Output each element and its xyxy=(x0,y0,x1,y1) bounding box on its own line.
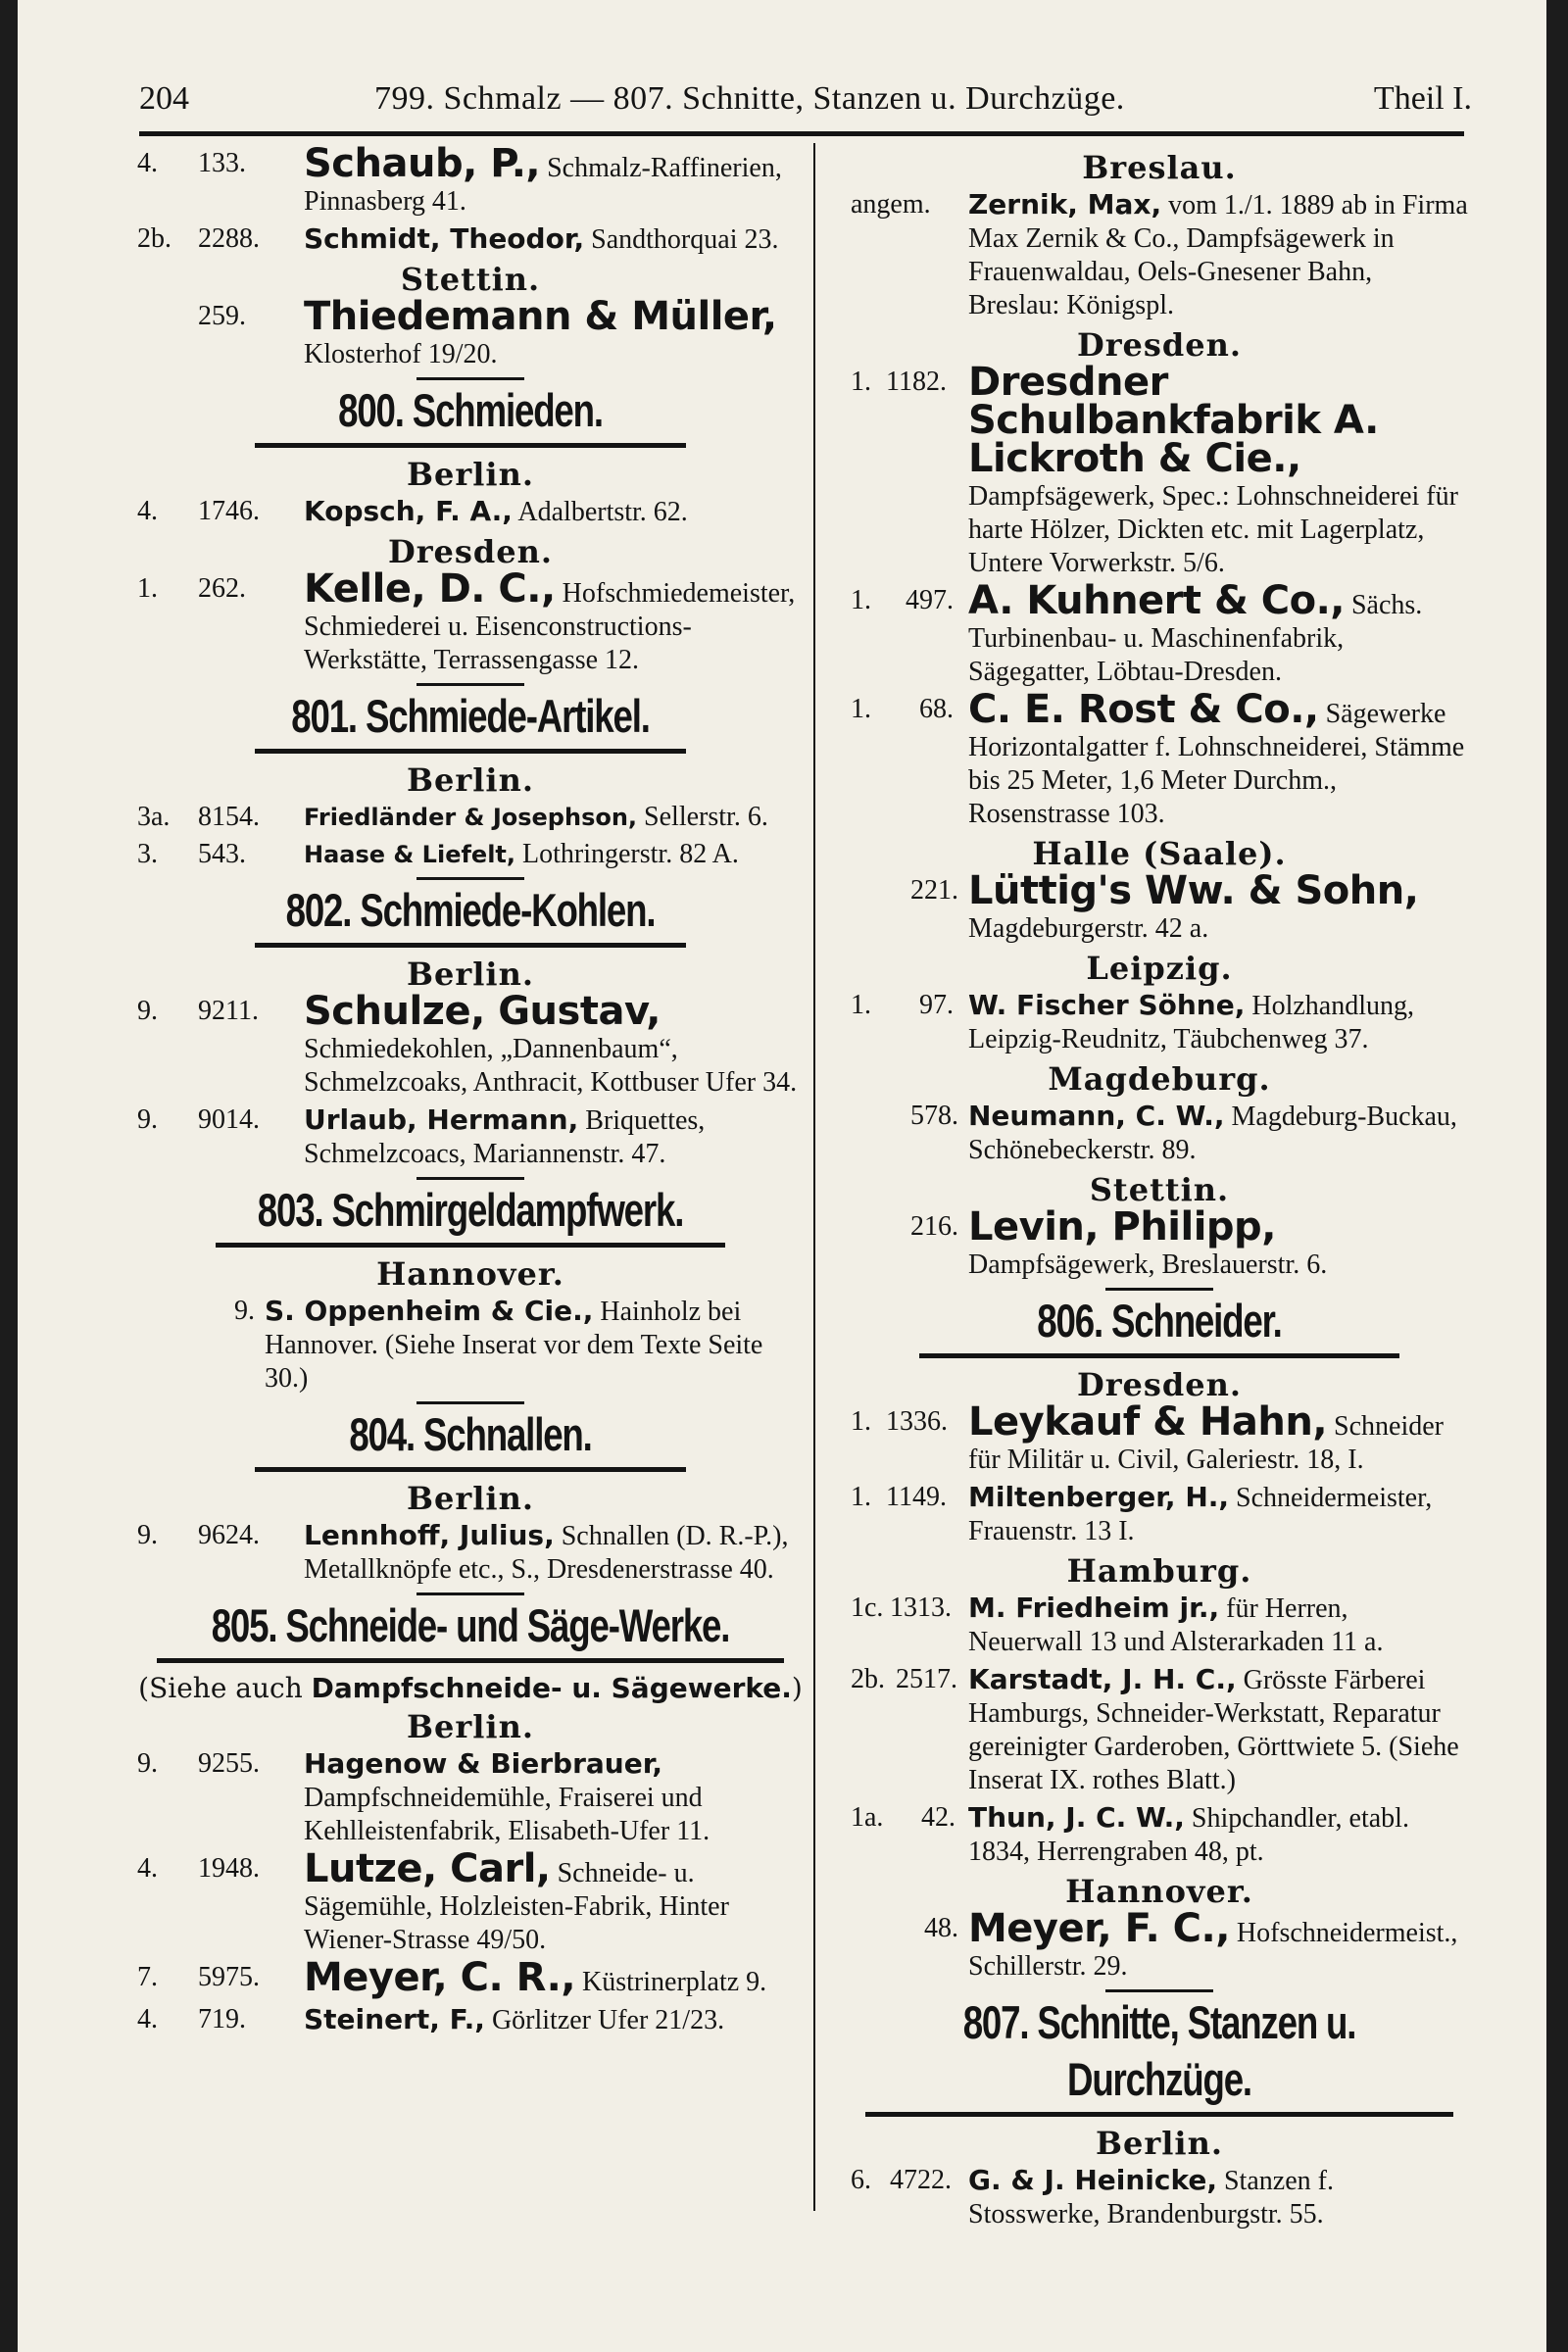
entry-class: 1c. xyxy=(851,1592,884,1623)
section-heading xyxy=(137,1177,804,1248)
entry-class: 1. xyxy=(137,573,158,604)
listing-entry xyxy=(137,566,804,677)
listing-entry xyxy=(137,141,804,219)
entry-class: 9. xyxy=(137,996,158,1026)
left-column xyxy=(137,141,804,2041)
section-title: 807. Schnitte, Stanzen u. Durchzüge. xyxy=(962,1996,1356,2105)
column-divider xyxy=(813,143,815,2211)
entry-name: Friedländer & Josephson, xyxy=(304,804,638,831)
listing-entry xyxy=(851,1204,1468,1282)
entry-name: Meyer, C. R., xyxy=(304,1955,576,2000)
listing-entry xyxy=(851,2164,1468,2231)
entry-details: Adalbertstr. 62. xyxy=(512,497,688,527)
listing-entry xyxy=(851,1100,1468,1167)
entry-number: 8154. xyxy=(198,802,260,832)
entry-class: 1. xyxy=(851,585,871,615)
entry-name: Dresdner Schulbankfabrik A. Lickroth & Cie., xyxy=(968,360,1379,481)
entry-name: Schaub, P., xyxy=(304,141,541,186)
entry-details: Küstrinerplatz 9. xyxy=(575,1967,767,1997)
section-title: 803. Schmirgeldampfwerk. xyxy=(257,1184,684,1236)
entry-name: Leykauf & Hahn, xyxy=(968,1399,1328,1445)
section-title: 802. Schmiede-Kohlen. xyxy=(285,884,656,936)
listing-entry xyxy=(851,1399,1468,1477)
entry-class: 4. xyxy=(137,2004,158,2034)
entry-details: Sägewerke Horizontalgatter f. Lohnschneiderei, Stämme bis 25 Meter, 1,6 Meter Durchm., Rosenstrasse 103. xyxy=(968,699,1465,829)
listing-entry xyxy=(851,1906,1468,1984)
listing-entry xyxy=(137,838,804,871)
city-heading: Breslau. xyxy=(1082,149,1237,186)
entry-class: 9. xyxy=(137,1104,158,1135)
entry-name: Levin, Philipp, xyxy=(968,1204,1276,1250)
entry-class: 2b. xyxy=(851,1664,885,1694)
section-rule xyxy=(157,1658,784,1663)
listing-entry xyxy=(137,1846,804,1957)
directory-page xyxy=(18,0,1546,2352)
city-heading: Stettin. xyxy=(1089,1171,1230,1208)
cross-reference-link: Dampfschneide- u. Sägewerke. xyxy=(311,1672,792,1704)
entry-details: Hainholz bei Hannover. (Siehe Inserat vor dem Texte Seite 30.) xyxy=(265,1297,763,1394)
section-rule xyxy=(865,2112,1453,2117)
entry-number: 1182. xyxy=(886,367,947,397)
entry-class: 7. xyxy=(137,1962,158,1992)
city-heading: Hannover. xyxy=(376,1255,564,1293)
section-rule xyxy=(255,443,686,448)
entry-number: 497. xyxy=(906,585,954,615)
city-heading: Leipzig. xyxy=(1086,950,1233,987)
section-title: 805. Schneide- und Säge-Werke. xyxy=(211,1599,730,1651)
entry-number: 133. xyxy=(198,148,246,178)
entry-class: 9. xyxy=(137,1520,158,1550)
page-number: 204 xyxy=(139,80,189,117)
entry-name: Lennhoff, Julius, xyxy=(304,1519,555,1551)
entry-details: Klosterhof 19/20. xyxy=(304,339,498,369)
entry-number: 262. xyxy=(198,573,246,604)
city-heading: Dresden. xyxy=(1076,326,1243,364)
section-heading xyxy=(137,1401,804,1472)
entry-number: 9. xyxy=(234,1296,255,1326)
entry-name: Kelle, D. C., xyxy=(304,566,556,612)
listing-entry xyxy=(851,578,1468,689)
entry-name: Karstadt, J. H. C., xyxy=(968,1663,1237,1695)
entry-details: Schnallen (D. R.-P.), Metallknöpfe etc., S., Dresdenerstrasse 40. xyxy=(304,1521,789,1585)
entry-name: A. Kuhnert & Co., xyxy=(968,578,1345,623)
running-title: 799. Schmalz — 807. Schnitte, Stanzen u. Durchzüge. xyxy=(374,80,1125,117)
section-rule xyxy=(216,1243,725,1248)
entry-details: Dampfsägewerk, Breslauerstr. 6. xyxy=(968,1250,1328,1280)
entry-details: Hofschneidermeist., Schillerstr. 29. xyxy=(968,1918,1458,1982)
listing-entry xyxy=(137,1747,804,1848)
entry-class: 1a. xyxy=(851,1802,884,1833)
city-heading: Berlin. xyxy=(407,761,534,799)
entry-class: angem. xyxy=(851,189,931,220)
header-rule xyxy=(139,131,1464,136)
section-rule xyxy=(255,943,686,948)
entry-details: Holzhandlung, Leipzig-Reudnitz, Täubchenweg 37. xyxy=(968,991,1414,1054)
entry-class: 4. xyxy=(137,1853,158,1884)
city-heading: Berlin. xyxy=(407,1708,534,1745)
entry-name: W. Fischer Söhne, xyxy=(968,989,1246,1021)
city-heading: Berlin. xyxy=(407,956,534,993)
entry-number: 719. xyxy=(198,2004,246,2034)
listing-entry xyxy=(851,1663,1468,1797)
section-heading xyxy=(137,683,804,754)
city-heading: Hannover. xyxy=(1065,1873,1253,1910)
listing-entry xyxy=(851,360,1468,580)
listing-entry xyxy=(137,294,804,371)
entry-number: 42. xyxy=(921,1802,956,1833)
listing-entry xyxy=(851,1801,1468,1869)
entry-details: Lothringerstr. 82 A. xyxy=(515,839,739,869)
entry-details: Dampfsägewerk, Spec.: Lohnschneiderei für harte Hölzer, Dickten etc. mit Lagerplatz, Untere Vorwerkstr. 5/6. xyxy=(968,481,1458,578)
entry-details: Sächs. Turbinenbau- u. Maschinenfabrik, Sägegatter, Löbtau-Dresden. xyxy=(968,590,1423,687)
section-title: 800. Schmieden. xyxy=(338,384,603,436)
entry-class: 6. xyxy=(851,2165,871,2195)
entry-name: Lüttig's Ww. & Sohn, xyxy=(968,868,1419,913)
entry-number: 5975. xyxy=(198,1962,260,1992)
entry-name: M. Friedheim jr., xyxy=(968,1592,1220,1624)
entry-details: Shipchandler, etabl. 1834, Herrengraben 48, pt. xyxy=(968,1803,1409,1867)
entry-number: 9624. xyxy=(198,1520,260,1550)
entry-class: 2b. xyxy=(137,223,172,254)
part-label: Theil I. xyxy=(1373,80,1472,117)
entry-details: vom 1./1. 1889 ab in Firma Max Zernik & Co., Dampfsägewerk in Frauenwaldau, Oels-Gnesener Bahn, Breslau: Königspl. xyxy=(968,190,1468,320)
section-heading xyxy=(137,377,804,448)
listing-entry xyxy=(851,1481,1468,1548)
entry-name: Thun, J. C. W., xyxy=(968,1801,1185,1834)
listing-entry xyxy=(137,1295,804,1396)
right-column xyxy=(851,147,1468,2235)
entry-class: 1. xyxy=(851,694,871,724)
entry-details: Dampfschneidemühle, Fraiserei und Kehlleistenfabrik, Elisabeth-Ufer 11. xyxy=(304,1783,710,1846)
entry-name: Zernik, Max, xyxy=(968,188,1162,220)
listing-entry xyxy=(851,188,1468,322)
entry-name: Lutze, Carl, xyxy=(304,1846,551,1891)
listing-entry xyxy=(137,1103,804,1171)
entry-name: Meyer, F. C., xyxy=(968,1906,1230,1951)
entry-number: 1149. xyxy=(886,1482,947,1512)
city-heading: Dresden. xyxy=(387,533,554,570)
entry-name: S. Oppenheim & Cie., xyxy=(265,1295,594,1327)
entry-details: Sellerstr. 6. xyxy=(637,802,768,832)
entry-details: Stanzen f. Stosswerke, Brandenburgstr. 55. xyxy=(968,2166,1334,2230)
entry-details: Magdeburg-Buckau, Schönebeckerstr. 89. xyxy=(968,1102,1457,1165)
listing-entry xyxy=(137,989,804,1100)
entry-number: 48. xyxy=(924,1913,958,1943)
entry-number: 1948. xyxy=(198,1853,260,1884)
section-heading xyxy=(137,877,804,948)
entry-number: 2517. xyxy=(896,1664,957,1694)
entry-details: Sandthorquai 23. xyxy=(584,224,779,255)
entry-details: Schmiedekohlen, „Dannenbaum“, Schmelzcoaks, Anthracit, Kottbuser Ufer 34. xyxy=(304,1034,798,1098)
entry-number: 97. xyxy=(919,990,954,1020)
listing-entry xyxy=(137,801,804,834)
entry-number: 259. xyxy=(198,301,246,331)
entry-number: 578. xyxy=(910,1101,958,1131)
entry-number: 9014. xyxy=(198,1104,260,1135)
listing-entry xyxy=(137,495,804,529)
city-heading: Dresden. xyxy=(1076,1366,1243,1403)
section-heading xyxy=(851,1288,1468,1358)
entry-name: Neumann, C. W., xyxy=(968,1100,1225,1132)
entry-number: 221. xyxy=(910,875,958,906)
section-rule xyxy=(255,749,686,754)
listing-entry xyxy=(851,1592,1468,1659)
entry-name: Thiedemann & Müller, xyxy=(304,294,777,339)
entry-number: 216. xyxy=(910,1211,958,1242)
city-heading: Magdeburg. xyxy=(1048,1060,1271,1098)
city-heading: Stettin. xyxy=(400,261,541,298)
city-heading: Halle (Saale). xyxy=(1032,835,1287,872)
entry-class: 1. xyxy=(851,367,871,397)
listing-entry xyxy=(137,1519,804,1587)
entry-number: 2288. xyxy=(198,223,260,254)
section-rule xyxy=(919,1353,1399,1358)
section-heading xyxy=(851,1989,1468,2117)
entry-class: 3a. xyxy=(137,802,171,832)
entry-details: Schmalz-Raffinerien, Pinnasberg 41. xyxy=(304,153,782,217)
section-rule xyxy=(255,1467,686,1472)
entry-number: 4722. xyxy=(890,2165,952,2195)
entry-name: Schmidt, Theodor, xyxy=(304,222,585,255)
page-header xyxy=(139,80,1472,125)
section-title: 804. Schnallen. xyxy=(349,1408,592,1460)
entry-number: 543. xyxy=(198,839,246,869)
entry-name: C. E. Rost & Co., xyxy=(968,687,1319,732)
entry-name: G. & J. Heinicke, xyxy=(968,2164,1217,2196)
listing-entry xyxy=(137,2003,804,2037)
entry-name: Hagenow & Bierbrauer, xyxy=(304,1747,663,1780)
entry-class: 9. xyxy=(137,1748,158,1779)
entry-number: 1746. xyxy=(198,496,260,526)
listing-entry xyxy=(851,687,1468,831)
entry-class: 1. xyxy=(851,990,871,1020)
section-title: 801. Schmiede-Artikel. xyxy=(291,690,650,742)
section-heading xyxy=(137,1592,804,1663)
city-heading: Berlin. xyxy=(407,1480,534,1517)
entry-details: Hofschmiedemeister, Schmiederei u. Eisenconstructions-Werkstätte, Terrassengasse 12. xyxy=(304,578,796,675)
entry-details: Görlitzer Ufer 21/23. xyxy=(484,2005,725,2035)
entry-number: 68. xyxy=(919,694,954,724)
entry-details: Schneidermeister, Frauenstr. 13 I. xyxy=(968,1483,1433,1546)
listing-entry xyxy=(137,1955,804,2000)
entry-details: Schneider für Militär u. Civil, Galeriestr. 18, I. xyxy=(968,1411,1444,1475)
entry-class: 1. xyxy=(851,1406,871,1437)
city-heading: Berlin. xyxy=(407,456,534,493)
entry-name: Urlaub, Hermann, xyxy=(304,1103,579,1136)
entry-class: 4. xyxy=(137,148,158,178)
entry-details: Briquettes, Schmelzcoacs, Mariannenstr. 47. xyxy=(304,1105,706,1169)
entry-details: Magdeburgerstr. 42 a. xyxy=(968,913,1209,944)
entry-name: Haase & Liefelt, xyxy=(304,841,516,868)
entry-number: 9211. xyxy=(198,996,259,1026)
section-title: 806. Schneider. xyxy=(1037,1295,1282,1347)
listing-entry xyxy=(137,222,804,257)
entry-class: 4. xyxy=(137,496,158,526)
cross-reference-note: (Siehe auch Dampfschneide- u. Sägewerke.) xyxy=(138,1672,803,1704)
entry-name: Steinert, F., xyxy=(304,2003,485,2035)
entry-name: Miltenberger, H., xyxy=(968,1481,1230,1513)
listing-entry xyxy=(851,868,1468,946)
entry-number: 1313. xyxy=(890,1592,952,1623)
entry-class: 3. xyxy=(137,839,158,869)
entry-number: 9255. xyxy=(198,1748,260,1779)
entry-name: Schulze, Gustav, xyxy=(304,989,661,1034)
entry-details: für Herren, Neuerwall 13 und Alsterarkaden 11 a. xyxy=(968,1593,1384,1657)
entry-number: 1336. xyxy=(886,1406,948,1437)
listing-entry xyxy=(851,989,1468,1056)
city-heading: Berlin. xyxy=(1096,2125,1223,2162)
entry-details: Schneide- u. Sägemühle, Holzleisten-Fabrik, Hinter Wiener-Strasse 49/50. xyxy=(304,1858,729,1955)
entry-name: Kopsch, F. A., xyxy=(304,495,513,527)
entry-details: Grösste Färberei Hamburgs, Schneider-Werkstatt, Reparatur gereinigter Garderoben, Görttwiete 5. (Siehe Inserat IX. rothes Blatt.) xyxy=(968,1665,1459,1795)
city-heading: Hamburg. xyxy=(1066,1552,1252,1590)
entry-class: 1. xyxy=(851,1482,871,1512)
